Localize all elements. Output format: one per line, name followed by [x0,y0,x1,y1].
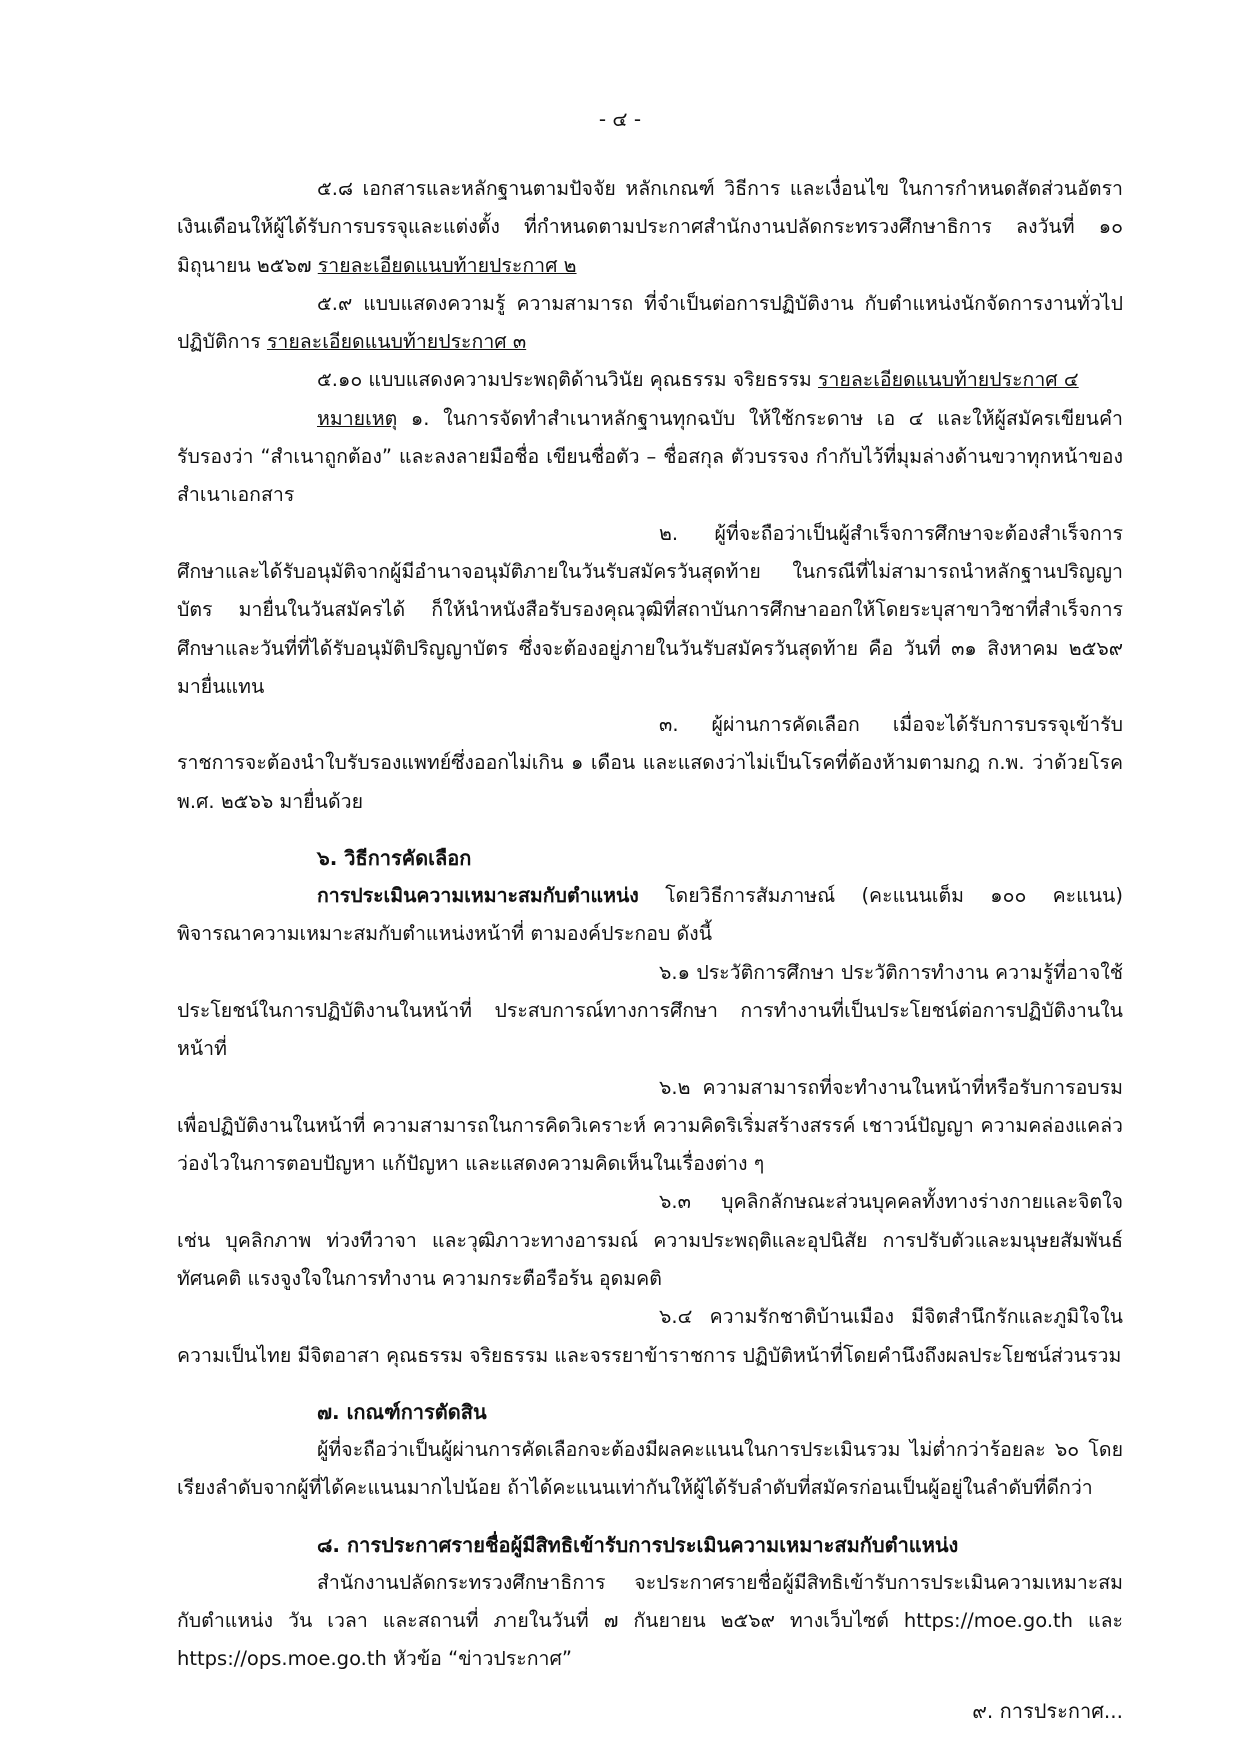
section-6-4: ๖.๔ ความรักชาติบ้านเมือง มีจิตสำนึกรักและภูมิใจในความเป็นไทย มีจิตอาสา คุณธรรม จริยธรรม และจรรยาข้าราชการ ปฏิบัติหน้าที่โดยคำนึงถึงผลประโยชน์ส่วนรวม [177,1305,1123,1367]
page-number: - ๔ - [598,107,642,131]
section-6-intro-bold: การประเมินความเหมาะสมกับตำแหน่ง [317,884,639,908]
document-body [177,170,1123,1678]
section-6-intro-text: โดยวิธีการสัมภาษณ์ (คะแนนเต็ม ๑๐๐ คะแนน) พิจารณาความเหมาะสมกับตำแหน่งหน้าที่ ตามองค์ประกอบ ดังนี้ [177,884,1123,946]
section-5-8 [177,170,1123,285]
section-8-heading: ๘. การประกาศรายชื่อผู้มีสิทธิเข้ารับการประเมินความเหมาะสมกับตำแหน่ง [317,1532,959,1557]
note-1 [177,400,1123,515]
note-2: ๒. ผู้ที่จะถือว่าเป็นผู้สำเร็จการศึกษาจะต้องสำเร็จการศึกษาและได้รับอนุมัติจากผู้มีอำนาจอนุมัติภายในวันรับสมัครวันสุดท้าย ในกรณีที่ไม่สามารถนำหลักฐานปริญญาบัตร มายื่นในวันสมัครได้ ก็ให้นำหนังสือรับรองคุณวุฒิที่สถาบันการศึกษาออกให้โดยระบุสาขาวิชาที่สำเร็จการศึกษาและวันที่ที่ได้รับอนุมัติปริญญาบัตร ซึ่งจะต้องอยู่ภายในวันรับสมัครวันสุดท้าย คือ วันที่ ๓๑ สิงหาคม ๒๕๖๙ มายื่นแทน [177,521,1123,698]
section-8-text: สำนักงานปลัดกระทรวงศึกษาธิการ จะประกาศรายชื่อผู้มีสิทธิเข้ารับการประเมินความเหมาะสมกับตำแหน่ง วัน เวลา และสถานที่ ภายในวันที่ ๗ กันยายน ๒๕๖๙ ทางเว็บไซต์ https://moe.go.th และ https://ops.moe.go.th หัวข้อ “ข่าวประกาศ” [177,1570,1123,1671]
section-6-heading: ๖. วิธีการคัดเลือก [317,846,472,871]
section-6-3: ๖.๓ บุคลิกลักษณะส่วนบุคคลทั้งทางร่างกายและจิตใจ เช่น บุคลิกภาพ ท่วงทีวาจา และวุฒิภาวะทางอารมณ์ ความประพฤติและอุปนิสัย การปรับตัวและมนุษยสัมพันธ์ ทัศนคติ แรงจูงใจในการทำงาน ความกระตือรือร้น อุดมคติ [177,1190,1123,1291]
section-7-heading: ๗. เกณฑ์การตัดสิน [317,1399,487,1424]
note-1-text: ๑. ในการจัดทำสำเนาหลักฐานทุกฉบับ ให้ใช้กระดาษ เอ ๔ และให้ผู้สมัครเขียนคำรับรองว่า “สำเนาถูกต้อง” และลงลายมือชื่อ เขียนชื่อตัว – ชื่อสกุล ตัวบรรจง กำกับไว้ที่มุมล่างด้านขวาทุกหน้าของสำเนาเอกสาร [177,406,1123,507]
section-6-intro [177,877,1123,954]
section-5-10 [177,361,1123,399]
section-5-8-text: ๕.๘ เอกสารและหลักฐานตามปัจจัย หลักเกณฑ์ วิธีการ และเงื่อนไข ในการกำหนดสัดส่วนอัตราเงินเดือนให้ผู้ได้รับการบรรจุและแต่งตั้ง ที่กำหนดตามประกาศสำนักงานปลัดกระทรวงศึกษาธิการ ลงวันที่ ๑๐ มิถุนายน ๒๕๖๗ [177,177,1123,277]
note-label: หมายเหตุ [317,406,398,430]
section-5-9-text: ๕.๙ แบบแสดงความรู้ ความสามารถ ที่จำเป็นต่อการปฏิบัติงาน กับตำแหน่งนักจัดการงานทั่วไปปฏิบัติการ [177,291,1123,354]
section-7-text: ผู้ที่จะถือว่าเป็นผู้ผ่านการคัดเลือกจะต้องมีผลคะแนนในการประเมินรวม ไม่ต่ำกว่าร้อยละ ๖๐ โดยเรียงลำดับจากผู้ที่ได้คะแนนมากไปน้อย ถ้าได้คะแนนเท่ากันให้ผู้ได้รับลำดับที่สมัครก่อนเป็นผู้อยู่ในลำดับที่ดีกว่า [177,1437,1123,1500]
section-5-9 [177,285,1123,362]
section-6-1: ๖.๑ ประวัติการศึกษา ประวัติการทำงาน ความรู้ที่อาจใช้ประโยชน์ในการปฏิบัติงานในหน้าที่ ประสบการณ์ทางการศึกษา การทำงานที่เป็นประโยชน์ต่อการปฏิบัติงานในหน้าที่ [177,960,1123,1061]
continuation-footer: ๙. การประกาศ... [972,1699,1123,1723]
section-5-10-text: ๕.๑๐ แบบแสดงความประพฤติด้านวินัย คุณธรรม จริยธรรม [317,368,812,392]
attachment-2-link: รายละเอียดแนบท้ายประกาศ ๒ [317,253,577,277]
attachment-4-link: รายละเอียดแนบท้ายประกาศ ๔ [817,368,1079,392]
note-3: ๓. ผู้ผ่านการคัดเลือก เมื่อจะได้รับการบรรจุเข้ารับราชการจะต้องนำใบรับรองแพทย์ซึ่งออกไม่เกิน ๑ เดือน และแสดงว่าไม่เป็นโรคที่ต้องห้ามตามกฎ ก.พ. ว่าด้วยโรค พ.ศ. ๒๕๖๖ มายื่นด้วย [177,713,1123,813]
section-6-2: ๖.๒ ความสามารถที่จะทำงานในหน้าที่หรือรับการอบรม เพื่อปฏิบัติงานในหน้าที่ ความสามารถในการคิดวิเคราะห์ ความคิดริเริ่มสร้างสรรค์ เชาวน์ปัญญา ความคล่องแคล่วว่องไวในการตอบปัญหา แก้ปัญหา และแสดงความคิดเห็นในเรื่องต่าง ๆ [177,1075,1123,1176]
attachment-3-link: รายละเอียดแนบท้ายประกาศ ๓ [266,330,527,354]
